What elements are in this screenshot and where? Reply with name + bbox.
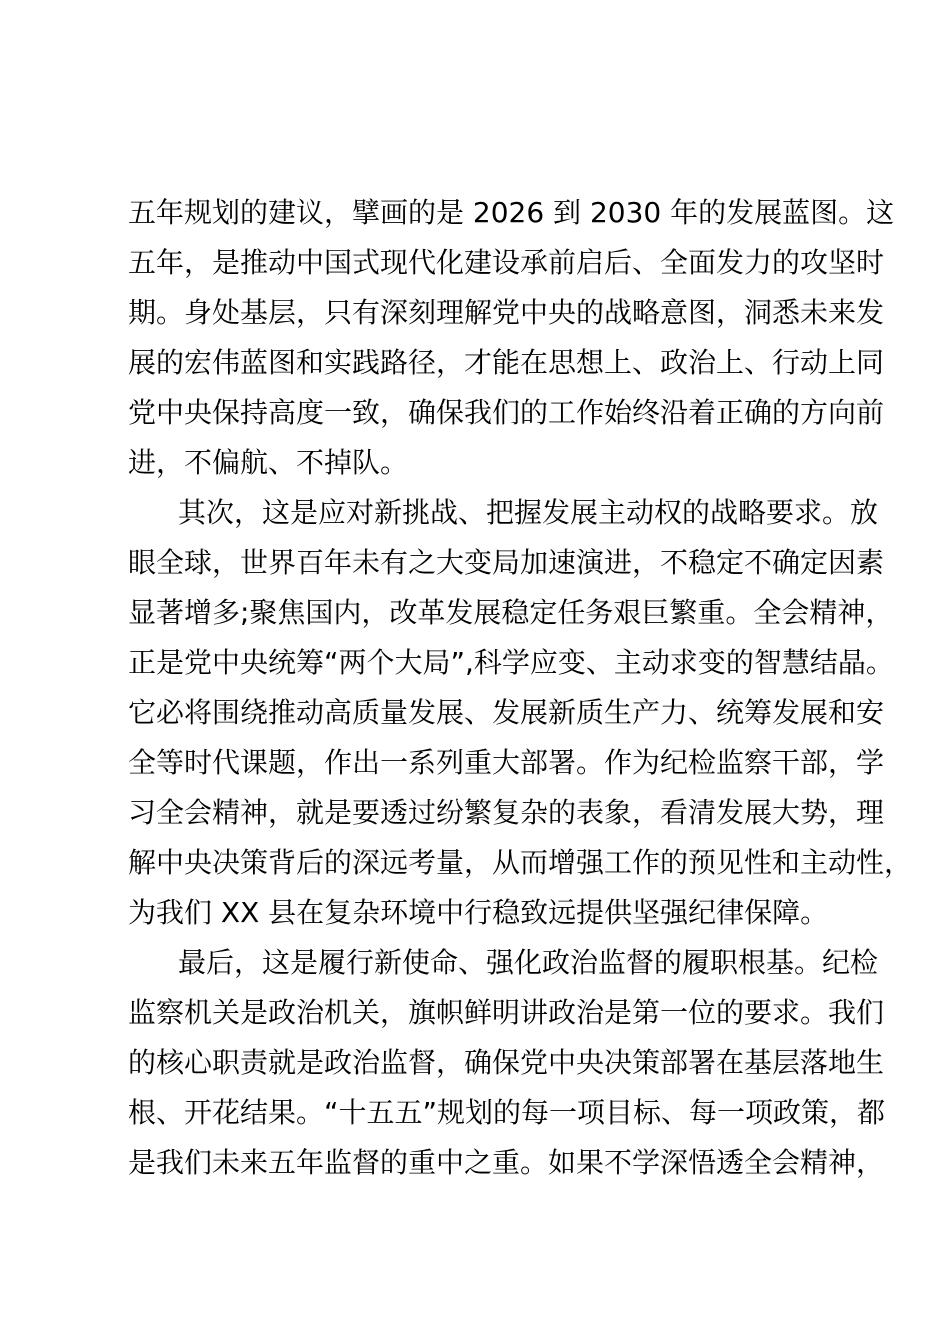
text-line: 是我们未来五年监督的重中之重。如果不学深悟透全会精神，	[128, 1146, 885, 1179]
text-line: 监察机关是政治机关，旗帜鲜明讲政治是第一位的要求。我们	[128, 996, 885, 1029]
text-line: 的核心职责就是政治监督，确保党中央决策部署在基层落地生	[128, 1046, 885, 1079]
document-page	[128, 188, 913, 1188]
text-line: 为我们 XX 县在复杂环境中行稳致远提供坚强纪律保障。	[128, 896, 829, 929]
paragraph-1	[128, 188, 895, 488]
text-line: 展的宏伟蓝图和实践路径，才能在思想上、政治上、行动上同	[128, 346, 885, 379]
text-line: 期。身处基层，只有深刻理解党中央的战略意图，洞悉未来发	[128, 296, 885, 329]
text-line: 解中央决策背后的深远考量，从而增强工作的预见性和主动性，	[128, 846, 913, 879]
text-line: 显著增多;聚焦国内，改革发展稳定任务艰巨繁重。全会精神，	[128, 596, 894, 629]
text-line: 五年规划的建议，擘画的是 2026 到 2030 年的发展蓝图。这	[128, 196, 895, 229]
text-line: 党中央保持高度一致，确保我们的工作始终沿着正确的方向前	[128, 396, 885, 429]
text-line: 眼全球，世界百年未有之大变局加速演进，不稳定不确定因素	[128, 546, 885, 579]
text-line: 它必将围绕推动高质量发展、发展新质生产力、统筹发展和安	[128, 696, 885, 729]
text-line: 五年，是推动中国式现代化建设承前启后、全面发力的攻坚时	[128, 246, 885, 279]
paragraph-2	[128, 488, 913, 938]
text-line: 其次，这是应对新挑战、把握发展主动权的战略要求。放	[178, 496, 879, 529]
text-line: 习全会精神，就是要透过纷繁复杂的表象，看清发展大势，理	[128, 796, 885, 829]
text-line: 根、开花结果。“十五五”规划的每一项目标、每一项政策，都	[128, 1096, 886, 1129]
text-line: 正是党中央统筹“两个大局”,科学应变、主动求变的智慧结晶。	[128, 646, 894, 679]
text-line: 最后，这是履行新使命、强化政治监督的履职根基。纪检	[178, 946, 879, 979]
text-line: 进，不偏航、不掉队。	[128, 446, 409, 479]
text-line: 全等时代课题，作出一系列重大部署。作为纪检监察干部，学	[128, 746, 885, 779]
paragraph-3	[128, 938, 886, 1188]
